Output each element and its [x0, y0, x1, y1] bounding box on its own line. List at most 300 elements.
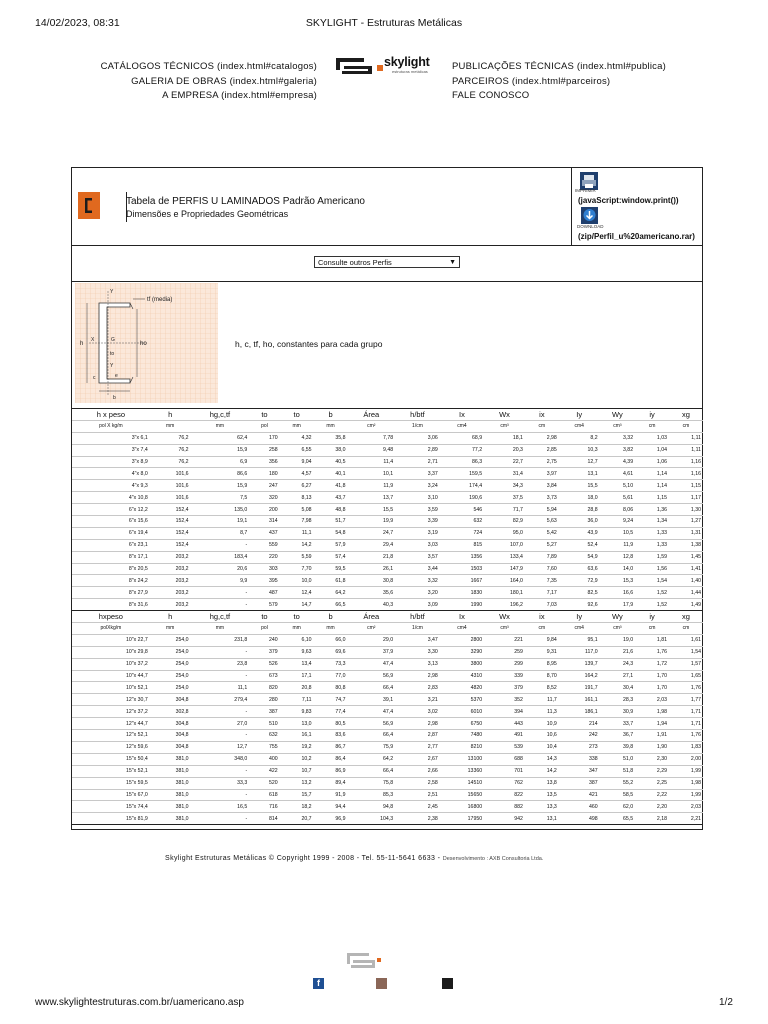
table-cell: 2,03 [669, 801, 703, 813]
table-cell: 16,1 [280, 730, 314, 742]
download-link[interactable]: (zip/Perfil_u%20americano.rar) [578, 232, 695, 241]
table-cell: 23,8 [191, 658, 250, 670]
download-icon[interactable] [581, 207, 598, 224]
table-cell: 394 [484, 706, 525, 718]
table-cell: 3,19 [395, 527, 440, 539]
table-row [72, 527, 703, 539]
nav-link-fale-conosco[interactable]: FALE CONOSCO [452, 90, 530, 101]
table-cell: 180 [249, 468, 279, 480]
table-cell: 9,83 [280, 706, 314, 718]
table-cell: 95,0 [484, 527, 525, 539]
table-cell: 2,77 [395, 741, 440, 753]
table-units-row [72, 623, 703, 635]
table-cell: 28,8 [559, 504, 600, 516]
table-cell: cm³ [600, 420, 635, 432]
table-cell: 254,0 [150, 646, 191, 658]
table-cell: 15"x 67,0 [72, 789, 150, 801]
table-cell: 2800 [440, 634, 484, 646]
table-cell: 7,5 [191, 492, 250, 504]
table-cell: 240 [249, 634, 279, 646]
nav-link-catalogos[interactable]: CATÁLOGOS TÉCNICOS (index.html#catalogos) [100, 61, 317, 72]
table-cell: 40,3 [347, 599, 395, 611]
table-cell: 86,9 [314, 765, 348, 777]
table-cell: 13,5 [525, 789, 559, 801]
table-cell: 8,95 [525, 658, 559, 670]
table-cell: 242 [559, 730, 600, 742]
table-cell: 1,81 [635, 634, 669, 646]
table-cell: 1,45 [669, 551, 703, 563]
table-cell: 24,3 [600, 658, 635, 670]
table-cell: 11,1 [280, 527, 314, 539]
site-logo[interactable] [334, 54, 434, 80]
table-cell: 1,33 [635, 527, 669, 539]
table-cell: 15"x 59,5 [72, 777, 150, 789]
table-cell: 16,5 [191, 801, 250, 813]
table-cell: iy [635, 611, 669, 623]
table-cell: pol [249, 623, 279, 635]
profile-table [72, 408, 703, 825]
table-cell: 1830 [440, 587, 484, 599]
table-cell: 299 [484, 658, 525, 670]
table-cell: 3,02 [395, 706, 440, 718]
table-cell: 27,0 [191, 718, 250, 730]
table-cell: 5,59 [280, 551, 314, 563]
table-cell: 17,9 [600, 599, 635, 611]
table-cell: 381,0 [150, 765, 191, 777]
table-cell: 387 [559, 777, 600, 789]
table-cell: 3,59 [395, 504, 440, 516]
table-cell: 9,48 [347, 444, 395, 456]
table-cell: 4,57 [280, 468, 314, 480]
table-cell: 1,06 [635, 456, 669, 468]
table-cell: 203,2 [150, 575, 191, 587]
table-cell: 80,8 [314, 682, 348, 694]
table-cell: 14,2 [280, 539, 314, 551]
table-cell: Ix [440, 409, 484, 421]
table-cell: 716 [249, 801, 279, 813]
table-cell: 1990 [440, 599, 484, 611]
table-cell: 21,6 [600, 646, 635, 658]
table-cell: 10,4 [525, 741, 559, 753]
table-cell: 3,32 [395, 575, 440, 587]
table-cell: Iy [559, 409, 600, 421]
table-cell: 3,82 [600, 444, 635, 456]
table-cell: 247 [249, 480, 279, 492]
table-cell: 4,32 [280, 432, 314, 444]
table-cell: 1,76 [669, 682, 703, 694]
table-cell: 2,85 [525, 444, 559, 456]
table-cell: 3,97 [525, 468, 559, 480]
table-cell: ix [525, 611, 559, 623]
table-cell: 820 [249, 682, 279, 694]
table-cell: 47,4 [347, 706, 395, 718]
table-row [72, 587, 703, 599]
table-cell: 83,6 [314, 730, 348, 742]
table-cell: 15,5 [347, 504, 395, 516]
table-cell: 231,8 [191, 634, 250, 646]
table-row [72, 575, 703, 587]
table-cell: 10,2 [280, 753, 314, 765]
table-cell: 1,15 [635, 492, 669, 504]
table-cell: 5370 [440, 694, 484, 706]
nav-link-publicacoes[interactable]: PUBLICAÇÕES TÉCNICAS (index.html#publica) [452, 61, 666, 72]
footer-logo[interactable] [345, 950, 421, 972]
table-cell: 395 [249, 575, 279, 587]
table-cell: h [150, 611, 191, 623]
table-cell: - [191, 706, 250, 718]
table-cell: 14,2 [525, 765, 559, 777]
table-cell: 152,4 [150, 539, 191, 551]
facebook-icon[interactable]: f [313, 978, 324, 989]
table-cell: 47,4 [347, 658, 395, 670]
table-cell: 56,9 [347, 718, 395, 730]
table-row [72, 813, 703, 825]
table-cell: 2,03 [635, 694, 669, 706]
table-row [72, 551, 703, 563]
table-cell: 3,47 [395, 634, 440, 646]
table-cell: 11,9 [347, 480, 395, 492]
print-label: IMPRIMIR [575, 188, 596, 193]
table-cell: 74,7 [314, 694, 348, 706]
table-cell: 4310 [440, 670, 484, 682]
profile-u-icon [78, 192, 100, 219]
footer-logo-mark-icon [345, 950, 421, 972]
table-cell: 11,7 [525, 694, 559, 706]
table-cell: 2,25 [635, 777, 669, 789]
select-row [72, 245, 702, 282]
table-cell: 52,4 [559, 539, 600, 551]
constants-note: h, c, tf, ho, constantes para cada grupo [235, 339, 383, 349]
logo-word: skylight [384, 55, 430, 69]
logo-mark-icon [334, 54, 374, 76]
table-cell: mm [280, 420, 314, 432]
table-cell: 460 [559, 801, 600, 813]
table-cell: 314 [249, 516, 279, 528]
table-cell: 13100 [440, 753, 484, 765]
table-cell: 1,33 [635, 539, 669, 551]
table-cell: Wx [484, 409, 525, 421]
table-cell: 259 [484, 646, 525, 658]
table-cell: 203,2 [150, 551, 191, 563]
table-cell: 7,17 [525, 587, 559, 599]
table-cell: 8"x 27,9 [72, 587, 150, 599]
table-cell: 20,8 [280, 682, 314, 694]
diagram-label-h: h [80, 341, 84, 347]
table-cell: 7,78 [347, 432, 395, 444]
table-cell: - [191, 587, 250, 599]
table-cell: 1,65 [669, 670, 703, 682]
table-cell: 1,52 [635, 587, 669, 599]
table-cell: 36,0 [559, 516, 600, 528]
table-cell: 4"x 10,8 [72, 492, 150, 504]
table-cell: 6750 [440, 718, 484, 730]
table-cell: 16,6 [600, 587, 635, 599]
developer-credit[interactable]: Desenvolvimento : AXB Consultoria Ltda. [442, 856, 544, 862]
table-cell: cm³ [600, 623, 635, 635]
table-cell: 510 [249, 718, 279, 730]
table-cell: 7,35 [525, 575, 559, 587]
table-cell: Wy [600, 611, 635, 623]
table-cell: 10,7 [280, 765, 314, 777]
table-cell: 16800 [440, 801, 484, 813]
table-cell: 7480 [440, 730, 484, 742]
profile-select[interactable] [314, 256, 460, 268]
table-cell: 2,29 [635, 765, 669, 777]
table-cell: 882 [484, 801, 525, 813]
table-cell: 13,1 [525, 813, 559, 825]
table-cell: 12,4 [280, 587, 314, 599]
table-cell: 1,91 [635, 730, 669, 742]
table-cell: 387 [249, 706, 279, 718]
table-cell: 92,6 [559, 599, 600, 611]
u-profile-diagram [75, 283, 218, 403]
table-cell: 1,94 [635, 718, 669, 730]
table-cell: 2,71 [395, 456, 440, 468]
table-cell: 1,83 [669, 741, 703, 753]
table-cell: 1,16 [669, 456, 703, 468]
table-cell: 9,9 [191, 575, 250, 587]
table-cell: Iy [559, 611, 600, 623]
table-cell: 302,8 [150, 706, 191, 718]
table-cell: 190,6 [440, 492, 484, 504]
table-cell: 77,2 [440, 444, 484, 456]
table-cell: xg [669, 409, 703, 421]
table-cell: cm [669, 623, 703, 635]
table-cell: 58,5 [600, 789, 635, 801]
table-cell: 1,03 [635, 432, 669, 444]
table-row [72, 456, 703, 468]
table-row [72, 480, 703, 492]
table-row [72, 694, 703, 706]
table-cell: 3,24 [395, 480, 440, 492]
table-cell: 15,9 [191, 480, 250, 492]
table-cell: 220 [249, 551, 279, 563]
table-cell: 487 [249, 587, 279, 599]
table-cell: 40,1 [314, 468, 348, 480]
table-cell: 1,98 [635, 706, 669, 718]
table-cell: 9,24 [600, 516, 635, 528]
table-cell: 13360 [440, 765, 484, 777]
table-cell: 6"x 23,1 [72, 539, 150, 551]
table-cell: 75,9 [347, 741, 395, 753]
table-cell: 147,9 [484, 563, 525, 575]
black-square-icon[interactable] [442, 978, 453, 989]
diagram-label-b: b [113, 395, 116, 401]
table-cell: 1503 [440, 563, 484, 575]
table-cell: 203,2 [150, 587, 191, 599]
panel-title: Tabela de PERFIS U LAMINADOS Padrão Americano [126, 196, 365, 207]
table-row [72, 789, 703, 801]
table-cell: 3,06 [395, 432, 440, 444]
table-cell: 15650 [440, 789, 484, 801]
table-cell: 12"x 37,2 [72, 706, 150, 718]
table-cell: 85,3 [347, 789, 395, 801]
table-cell: mm [150, 623, 191, 635]
table-row [72, 599, 703, 611]
table-cell: 13,2 [280, 777, 314, 789]
table-cell: 6,10 [280, 634, 314, 646]
table-cell: hg,c,tf [191, 409, 250, 421]
table-cell: 10,1 [347, 468, 395, 480]
table-cell: 10,3 [559, 444, 600, 456]
table-cell: 13,7 [347, 492, 395, 504]
table-cell: 7,11 [280, 694, 314, 706]
table-cell: 1,71 [669, 718, 703, 730]
table-cell: 10,5 [600, 527, 635, 539]
table-row [72, 432, 703, 444]
table-cell: 51,0 [600, 753, 635, 765]
table-cell: 30,4 [600, 682, 635, 694]
table-cell: 86,3 [440, 456, 484, 468]
table-cell: 89,4 [314, 777, 348, 789]
table-cell: 8,13 [280, 492, 314, 504]
table-cell: to [249, 409, 279, 421]
table-cell: 6,9 [191, 456, 250, 468]
table-cell: 1,27 [669, 516, 703, 528]
table-cell: 2,38 [395, 813, 440, 825]
table-cell: 13,1 [559, 468, 600, 480]
table-row [72, 777, 703, 789]
table-cell: 15"x 81,9 [72, 813, 150, 825]
table-cell: 8,70 [525, 670, 559, 682]
table-cell: cm [635, 420, 669, 432]
table-cell: 2,58 [395, 777, 440, 789]
table-cell: 15,7 [280, 789, 314, 801]
table-cell: 526 [249, 658, 279, 670]
table-cell: 14,3 [525, 753, 559, 765]
table-cell: 273 [559, 741, 600, 753]
table-cell: 6"x 15,6 [72, 516, 150, 528]
nav-link-empresa[interactable]: A EMPRESA (index.html#empresa) [162, 90, 317, 101]
table-cell: 3,30 [395, 646, 440, 658]
table-cell: 11,9 [600, 539, 635, 551]
table-cell: 1356 [440, 551, 484, 563]
table-header-row [72, 611, 703, 623]
table-cell: 196,2 [484, 599, 525, 611]
table-cell: 86,6 [191, 468, 250, 480]
table-cell: 20,7 [280, 813, 314, 825]
table-row [72, 801, 703, 813]
table-cell: 1,17 [669, 492, 703, 504]
table-cell: 701 [484, 765, 525, 777]
table-cell: 1,15 [669, 480, 703, 492]
table-cell: 5,27 [525, 539, 559, 551]
table-cell: 15"x 52,1 [72, 765, 150, 777]
table-cell: 2,89 [395, 444, 440, 456]
table-cell: 152,4 [150, 504, 191, 516]
table-cell: Wy [600, 409, 635, 421]
table-row [72, 444, 703, 456]
table-row [72, 634, 703, 646]
table-row [72, 646, 703, 658]
table-cell: 101,6 [150, 480, 191, 492]
table-cell: 101,6 [150, 468, 191, 480]
table-cell: 2,51 [395, 789, 440, 801]
table-cell: 2,98 [395, 718, 440, 730]
utility-column [571, 168, 703, 245]
table-cell: 8,06 [600, 504, 635, 516]
table-cell: cm³ [484, 420, 525, 432]
table-row [72, 753, 703, 765]
profile-select-value: Consulte outros Perfis [318, 258, 392, 267]
table-cell: 2,18 [635, 813, 669, 825]
table-cell: 9,84 [525, 634, 559, 646]
table-cell: 2,66 [395, 765, 440, 777]
table-cell: 6,55 [280, 444, 314, 456]
table-cell: 24,7 [347, 527, 395, 539]
table-cell: 10,0 [280, 575, 314, 587]
table-cell: cm² [347, 623, 395, 635]
table-cell: 5,94 [525, 504, 559, 516]
table-cell: 12"x 30,7 [72, 694, 150, 706]
nav-link-galeria[interactable]: GALERIA DE OBRAS (index.html#galeria) [131, 75, 317, 87]
table-cell: 2,98 [395, 670, 440, 682]
table-cell: 200 [249, 504, 279, 516]
table-cell: 2,22 [635, 789, 669, 801]
table-cell: 338 [559, 753, 600, 765]
print-link[interactable]: (javaScript:window.print()) [578, 196, 679, 205]
table-cell: 4"x 8,0 [72, 468, 150, 480]
table-cell: 152,4 [150, 527, 191, 539]
table-cell: 1,44 [669, 587, 703, 599]
table-cell: 356 [249, 456, 279, 468]
table-cell: 14510 [440, 777, 484, 789]
table-cell: 8,52 [525, 682, 559, 694]
table-cell: 12,8 [600, 551, 635, 563]
nav-link-parceiros[interactable]: PARCEIROS (index.html#parceiros) [452, 75, 611, 87]
table-cell: Wx [484, 611, 525, 623]
table-row [72, 658, 703, 670]
table-cell: 186,1 [559, 706, 600, 718]
table-cell: b [314, 611, 348, 623]
table-cell: 1,52 [635, 599, 669, 611]
table-cell: 347 [559, 765, 600, 777]
table-cell: 632 [440, 516, 484, 528]
table-cell: 54,9 [559, 551, 600, 563]
table-cell: 1,41 [669, 563, 703, 575]
table-cell: 66,4 [347, 765, 395, 777]
table-cell: 304,8 [150, 730, 191, 742]
table-cell: 18,0 [559, 492, 600, 504]
instagram-icon[interactable] [376, 978, 387, 989]
table-cell: 2,45 [395, 801, 440, 813]
table-cell: 12"x 59,6 [72, 741, 150, 753]
table-header-row [72, 409, 703, 421]
table-cell: 31,4 [484, 468, 525, 480]
table-cell: 15,3 [600, 575, 635, 587]
table-cell: 3,20 [395, 587, 440, 599]
table-cell: 64,2 [314, 587, 348, 599]
table-cell: 76,2 [150, 444, 191, 456]
table-cell: 91,9 [314, 789, 348, 801]
table-cell: cm4 [559, 623, 600, 635]
table-cell: 19,1 [191, 516, 250, 528]
table-cell: 3,44 [395, 563, 440, 575]
table-cell: 164,0 [484, 575, 525, 587]
diagram-label-y: Y [110, 289, 114, 295]
table-cell: 203,2 [150, 599, 191, 611]
table-cell: 170 [249, 432, 279, 444]
table-cell: 75,8 [347, 777, 395, 789]
table-cell: 35,8 [314, 432, 348, 444]
table-cell: mm [191, 623, 250, 635]
table-cell: 4820 [440, 682, 484, 694]
table-cell: 400 [249, 753, 279, 765]
table-cell: - [191, 599, 250, 611]
table-cell: 1,31 [669, 527, 703, 539]
table-cell: 3800 [440, 658, 484, 670]
table-cell: to [249, 611, 279, 623]
